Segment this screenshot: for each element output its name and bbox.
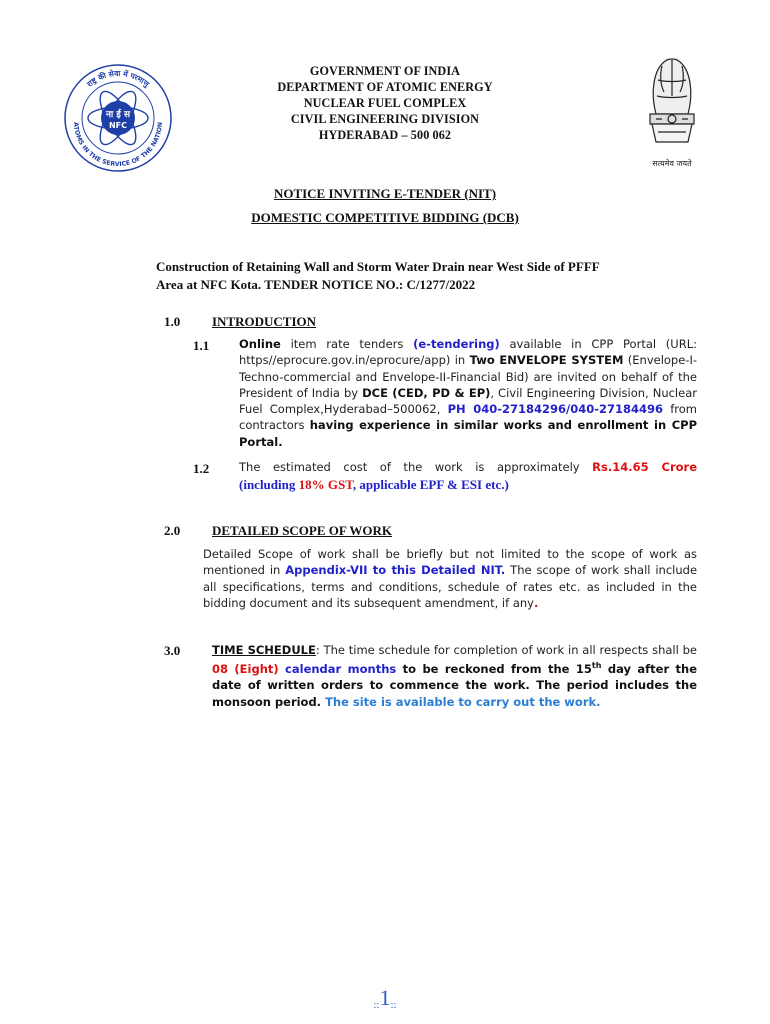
header-line-complex: NUCLEAR FUEL COMPLEX [303,96,467,110]
emblem-motto: सत्यमेव जयते [652,159,692,168]
nit-title: NOTICE INVITING E-TENDER (NIT) [273,186,497,201]
clause-1-2-number: 1.2 [193,461,210,476]
header-line-division: CIVIL ENGINEERING DIVISION [290,112,480,126]
footer-right-dots: :: [390,999,397,1011]
clause-1-1-text: Online item rate tenders (e-tendering) available in CPP Portal (URL: https//eprocure.gov.in/eprocure/app) in Two ENVELOPE SYSTEM (Envelope-I- Techno-commercial and Envelope-II-Financial Bid) are invited on behalf of the President of India by DCE (CED, PD & EP), Civil Engineering Division, Nuclear Fuel Complex,Hyderabad–500062, PH 040-27184296/040-27184496 from contractors having experience in similar works and enrollment in CPP Portal. [239,337,698,449]
dcb-title: DOMESTIC COMPETITIVE BIDDING (DCB) [251,210,519,225]
logo-ring-hindi: राष्ट्र की सेवा में परमाणु [85,68,151,89]
tender-subject [156,258,696,294]
section-3-text: TIME SCHEDULE: The time schedule for completion of work in all respects shall be 08 (Eight) calendar months to be reckoned from the 15th day after the date of written orders to commence the work. The period includes the monsoon period. The site is available to carry out the work. [212,643,698,709]
page-footer [0,985,770,1011]
header-line-city: HYDERABAD – 500 062 [318,128,452,142]
section-1-number: 1.0 [164,314,181,329]
footer-left-dots: :: [373,999,380,1011]
logo-center-nfc: NFC [108,121,128,130]
clause-1-1-number: 1.1 [193,338,210,353]
subject-line-2: Area at NFC Kota. TENDER NOTICE NO.: C/1277/2022 [156,277,476,292]
section-2-title: DETAILED SCOPE OF WORK [212,523,392,538]
section-3-number: 3.0 [164,643,181,658]
page-number: 1 [379,985,391,1010]
logo-center-hindi: ना ई स [105,110,131,120]
header-line-government: GOVERNMENT OF INDIA [309,64,461,78]
section-2-text: Detailed Scope of work shall be briefly but not limited to the scope of work as mentioned in Appendix-VII to this Detailed NIT. The scope of work shall include all specifications, terms and conditions, schedule of rates etc. as included in the bidding document and its subsequent amendment, if any. [203,547,698,610]
section-3-title: TIME SCHEDULE [212,643,316,657]
section-2-number: 2.0 [164,523,181,538]
letterhead [0,63,770,143]
header-line-department: DEPARTMENT OF ATOMIC ENERGY [277,80,493,94]
clause-1-2-text: The estimated cost of the work is approximately Rs.14.65 Crore (including 18% GST, applicable EPF & ESI etc.) [239,460,697,492]
section-1-title: INTRODUCTION [212,314,317,329]
subject-line-1: Construction of Retaining Wall and Storm Water Drain near West Side of PFFF [156,259,600,274]
logo-ring-english: ATOMS IN THE SERVICE OF THE NATION [71,121,165,169]
